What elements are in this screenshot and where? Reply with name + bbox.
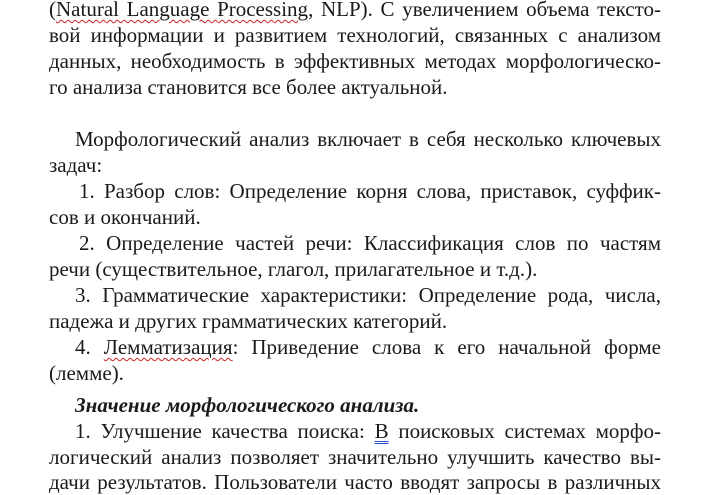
task-item-2-line-2: речи (существительное, глагол, прилагательное и т.д.). — [49, 257, 538, 281]
significance-line-3: дачи результатов. Пользователи часто вводят запросы в различных — [49, 470, 661, 494]
intro-line-3: данных, необходимость в эффективных методах морфологическо- — [49, 49, 661, 73]
task-item-1-line-1: 1. Разбор слов: Определение корня слова, приставок, суффик- — [79, 179, 661, 203]
task-item-4-line-1 — [75, 334, 661, 360]
task-item-1-line-2: сов и окончаний. — [49, 205, 201, 229]
significance-line-1-start: 1. Улучшение качества поиска: — [75, 419, 375, 443]
significance-line-1 — [75, 418, 661, 444]
section-heading: Значение морфологического анализа. — [75, 393, 420, 417]
task-item-2-line-1: 2. Определение частей речи: Классификация слов по частям — [79, 231, 661, 255]
intro-line-1 — [49, 0, 661, 22]
grammar-flag-word: В — [374, 419, 389, 443]
intro-line-2: вой информации и развитием технологий, связанных с анализом — [49, 23, 661, 47]
significance-line-1-rest: поисковых системах морфо- — [388, 419, 661, 443]
intro-line-1-open: ( — [49, 0, 56, 21]
nlp-term-flagged: Natural Language Processing — [56, 0, 309, 21]
task-item-4-line-2: (лемме). — [49, 361, 124, 385]
task-item-3-line-2: падежа и других грамматических категорий. — [49, 309, 448, 333]
task-item-4-number: 4. — [75, 335, 104, 359]
intro-line-4: го анализа становится все более актуальной. — [49, 75, 448, 99]
tasks-lead-line-2: задач: — [49, 153, 103, 177]
task-item-4-rest: : Приведение слова к его начальной форме — [232, 335, 662, 359]
intro-line-1-rest: , NLP). С увеличением объема тексто- — [308, 0, 661, 21]
lemmatization-term-flagged: Лемматизация — [103, 335, 233, 359]
tasks-lead-line-1: Морфологический анализ включает в себя несколько ключевых — [75, 127, 661, 151]
task-item-3-line-1: 3. Грамматические характеристики: Определение рода, числа, — [75, 283, 661, 307]
significance-line-2: логический анализ позволяет значительно улучшить качество вы- — [49, 445, 661, 469]
